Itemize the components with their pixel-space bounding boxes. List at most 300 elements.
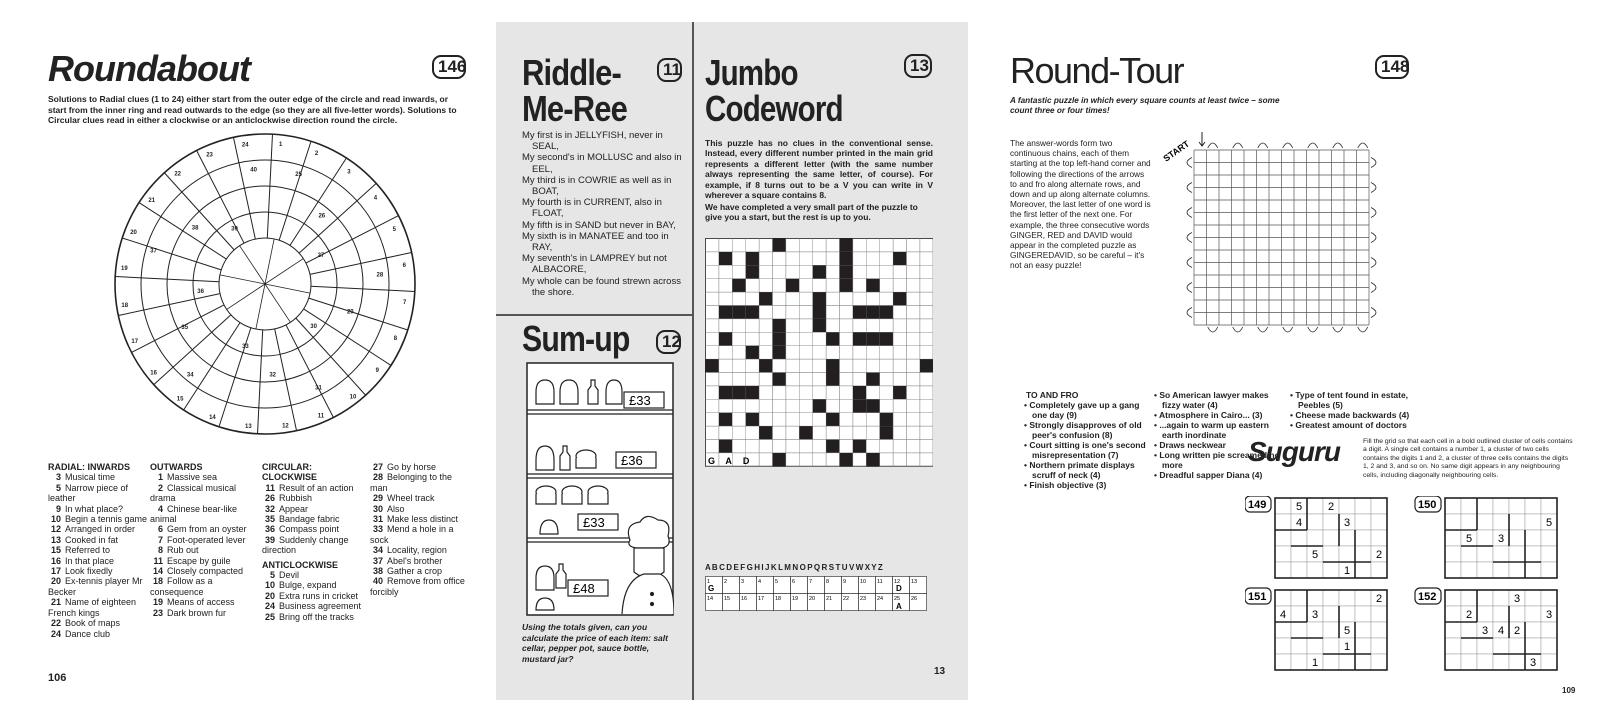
circle-number: 13 bbox=[245, 423, 252, 430]
roundabout-grid bbox=[100, 130, 430, 442]
suguru-cell bbox=[1307, 498, 1323, 514]
clue-text: Chinese bear-like animal bbox=[150, 503, 238, 525]
suguru-cell bbox=[1355, 622, 1371, 638]
suguru-cell bbox=[1493, 606, 1509, 622]
clue-text: Massive sea bbox=[167, 472, 218, 483]
roundtour-number: 148 bbox=[1375, 55, 1409, 79]
key-number: 5 bbox=[775, 579, 779, 585]
suguru-cell bbox=[1445, 638, 1461, 654]
key-number: 1 bbox=[707, 579, 711, 585]
suguru-cell bbox=[1371, 622, 1387, 638]
clue-text: Dark brown fur bbox=[167, 607, 227, 618]
suguru-cell bbox=[1339, 590, 1355, 606]
suguru-cell bbox=[1525, 514, 1541, 530]
suguru-cell bbox=[1477, 606, 1493, 622]
black-square bbox=[866, 373, 879, 386]
suguru-cell bbox=[1291, 562, 1307, 578]
clue-text: Ex-tennis player Mr Becker bbox=[48, 576, 143, 597]
bullet-icon: • bbox=[1290, 410, 1296, 420]
clue bbox=[48, 524, 148, 534]
clue-number: 19 bbox=[152, 597, 163, 608]
circle-number: 14 bbox=[209, 414, 216, 421]
panel-divider-vertical bbox=[692, 22, 694, 700]
price-2: £36 bbox=[621, 453, 643, 468]
clue-text: Classical musical drama bbox=[150, 482, 237, 504]
circle-number: 12 bbox=[282, 423, 289, 430]
clue bbox=[262, 570, 362, 580]
black-square bbox=[893, 386, 906, 399]
riddle-line: My fourth is in CURRENT, also in FLOAT, bbox=[522, 197, 662, 220]
suguru-cell bbox=[1307, 530, 1323, 546]
suguru-cell bbox=[1493, 590, 1509, 606]
suguru-cell bbox=[1493, 514, 1509, 530]
turn-arrow-icon bbox=[1358, 327, 1368, 332]
clue bbox=[370, 504, 470, 514]
turn-arrow-icon bbox=[1258, 327, 1268, 332]
suguru-cell bbox=[1355, 590, 1371, 606]
suguru-cell bbox=[1509, 514, 1525, 530]
clue-text: ...again to warm up eastern earth inordinate bbox=[1159, 420, 1269, 440]
clue-text: Follow as a consequence bbox=[150, 576, 213, 597]
suguru-cell bbox=[1355, 498, 1371, 514]
black-square bbox=[853, 306, 866, 319]
clue-text: Abel's brother bbox=[387, 555, 443, 566]
suguru-cell bbox=[1461, 514, 1477, 530]
circle-number: 31 bbox=[315, 385, 322, 392]
suguru-cell bbox=[1493, 562, 1509, 578]
suguru-cell bbox=[1525, 606, 1541, 622]
key-number: 19 bbox=[792, 596, 799, 602]
circular-clues bbox=[262, 462, 362, 622]
turn-arrow-icon bbox=[1283, 143, 1293, 148]
clue-number: 23 bbox=[152, 607, 163, 618]
turn-arrow-icon bbox=[1371, 308, 1376, 318]
clue-number: 21 bbox=[50, 597, 61, 608]
clue-text: Result of an action bbox=[279, 482, 354, 493]
clue-number: 4 bbox=[157, 503, 163, 514]
clue-number: 30 bbox=[372, 503, 383, 514]
clue-item bbox=[1022, 480, 1152, 490]
suguru-cell bbox=[1509, 498, 1525, 514]
black-square bbox=[719, 386, 732, 399]
given-digit: 5 bbox=[1466, 533, 1473, 545]
suguru-cell bbox=[1477, 530, 1493, 546]
start-arrow-icon bbox=[1199, 132, 1205, 146]
circle-number: 20 bbox=[130, 230, 137, 237]
suguru-cell bbox=[1323, 530, 1339, 546]
clue bbox=[48, 597, 148, 618]
turn-arrow-icon bbox=[1371, 258, 1376, 268]
suguru-cell bbox=[1275, 654, 1291, 670]
circle-number: 4 bbox=[373, 195, 378, 202]
circle-number: 3 bbox=[347, 169, 351, 176]
suguru-cell bbox=[1445, 562, 1461, 578]
codeword-page-number: 13 bbox=[934, 666, 946, 677]
clue-text: Locality, region bbox=[387, 545, 447, 556]
given-digit: 5 bbox=[1344, 625, 1351, 637]
turn-arrow-icon bbox=[1371, 208, 1376, 218]
clue-number: 34 bbox=[372, 545, 383, 556]
suguru-grids bbox=[1245, 496, 1595, 681]
to-and-fro-heading: TO AND FRO bbox=[1026, 390, 1079, 400]
suguru-cell bbox=[1541, 546, 1557, 562]
clue-text: Remove from office forcibly bbox=[370, 576, 465, 597]
suguru-cell bbox=[1493, 498, 1509, 514]
black-square bbox=[826, 413, 839, 426]
suguru-cell bbox=[1477, 514, 1493, 530]
suguru-cell bbox=[1477, 638, 1493, 654]
clue-number: 5 bbox=[269, 570, 275, 581]
turn-arrow-icon bbox=[1187, 183, 1192, 193]
clue-text: Long written pie screamed no more bbox=[1159, 450, 1280, 470]
black-square bbox=[719, 332, 732, 345]
given-digit: 2 bbox=[1466, 609, 1473, 621]
suguru-cell bbox=[1461, 546, 1477, 562]
black-square bbox=[759, 292, 772, 305]
given-digit: 1 bbox=[1344, 565, 1351, 577]
roundabout-title: Roundabout bbox=[48, 48, 250, 89]
suguru-cell bbox=[1355, 562, 1371, 578]
sumup-title: Sum-up bbox=[522, 318, 630, 359]
suguru-cell bbox=[1291, 606, 1307, 622]
clue-text: Make less distinct bbox=[387, 514, 459, 525]
suguru-intro: Fill the grid so that each cell in a bold outlined cluster of cells contains a digit. A single cell contains a number 1, a cluster of two cells contains the digits 1 and 2, a cluster of three cells contains the digits 1, 2 and 3, and so on. No same digit appears in any neighbouring cells, including diagonally neighbouring cells. bbox=[1363, 438, 1573, 479]
clue-number: 11 bbox=[265, 482, 275, 493]
codeword-key bbox=[705, 576, 929, 612]
suguru-cell bbox=[1445, 622, 1461, 638]
clue-number: 26 bbox=[264, 493, 275, 504]
suguru-cell bbox=[1477, 498, 1493, 514]
clue-text: Also bbox=[387, 503, 405, 514]
black-square bbox=[840, 239, 853, 252]
circle-number: 15 bbox=[176, 396, 184, 403]
given-digit: 5 bbox=[1312, 549, 1319, 561]
clue-text: Extra runs in cricket bbox=[279, 590, 359, 601]
key-number: 24 bbox=[877, 596, 884, 602]
clue bbox=[262, 535, 362, 556]
turn-arrow-icon bbox=[1187, 308, 1192, 318]
roundtour-col3 bbox=[1288, 390, 1420, 430]
price-4: £48 bbox=[573, 581, 595, 596]
clue bbox=[370, 524, 470, 545]
suguru-cell bbox=[1541, 622, 1557, 638]
key-number: 21 bbox=[826, 596, 833, 602]
bullet-icon: • bbox=[1154, 470, 1160, 480]
given-digit: 4 bbox=[1296, 517, 1303, 529]
turn-arrow-icon bbox=[1233, 327, 1243, 332]
clue bbox=[48, 535, 148, 545]
clue-text: Northern primate displays scruff of neck (4) bbox=[1029, 460, 1135, 480]
given-digit: 3 bbox=[1514, 593, 1521, 605]
sumup-number: 12 bbox=[656, 330, 681, 354]
suguru-cell bbox=[1477, 654, 1493, 670]
turn-arrow-icon bbox=[1233, 143, 1243, 148]
suguru-cell bbox=[1323, 638, 1339, 654]
suguru-cell bbox=[1509, 562, 1525, 578]
turn-arrow-icon bbox=[1308, 327, 1318, 332]
clue-number: 32 bbox=[264, 503, 275, 514]
given-digit: 3 bbox=[1312, 609, 1319, 621]
roundabout-intro: Solutions to Radial clues (1 to 24) either start from the outer edge of the circle and read inwards, or start from the inner ring and read outwards to the edge (so they are all five-letter words). Solutions to Circular clues read in either a clockwise or an anticlockwise direction round the circle. bbox=[48, 94, 457, 125]
circle-number: 8 bbox=[393, 335, 398, 342]
clue-number: 39 bbox=[264, 534, 275, 545]
suguru-cell bbox=[1355, 638, 1371, 654]
clue-item bbox=[1022, 420, 1152, 440]
clue bbox=[370, 556, 470, 566]
key-number: 22 bbox=[843, 596, 850, 602]
clue-text: Court sitting is one's second misrepresentation (7) bbox=[1029, 440, 1146, 460]
roundabout-number: 146 bbox=[432, 55, 466, 79]
riddle-line: My fifth is in SAND but never in BAY, bbox=[522, 219, 676, 231]
clue-text: Mend a hole in a sock bbox=[370, 524, 454, 545]
black-square bbox=[866, 453, 879, 466]
suguru-cell bbox=[1477, 546, 1493, 562]
key-number: 9 bbox=[843, 579, 847, 585]
suguru-cell bbox=[1541, 638, 1557, 654]
riddle-line: My second's in MOLLUSC and also in EEL, bbox=[522, 152, 682, 175]
clue bbox=[150, 483, 254, 504]
key-letter: D bbox=[896, 584, 902, 593]
key-number: 11 bbox=[877, 579, 883, 585]
to-and-fro-clues bbox=[1022, 390, 1152, 490]
bullet-icon: • bbox=[1154, 420, 1160, 430]
puzzle-number: 150 bbox=[1418, 499, 1437, 511]
price-1: £33 bbox=[629, 393, 651, 408]
clue-number: 2 bbox=[157, 482, 163, 493]
clue-number: 40 bbox=[372, 576, 383, 587]
clue-text: Escape by guile bbox=[167, 555, 231, 566]
clue-number: 36 bbox=[264, 524, 275, 535]
clue-text: Book of maps bbox=[65, 618, 121, 629]
bullet-icon: • bbox=[1024, 400, 1030, 410]
suguru-cell bbox=[1477, 562, 1493, 578]
black-square bbox=[719, 440, 732, 453]
circle-number: 39 bbox=[231, 226, 238, 233]
circle-number: 36 bbox=[197, 288, 204, 295]
suguru-cell bbox=[1493, 546, 1509, 562]
black-square bbox=[826, 332, 839, 345]
black-square bbox=[826, 373, 839, 386]
suguru-cell bbox=[1291, 546, 1307, 562]
circle-number: 38 bbox=[191, 225, 199, 232]
clue-text: Referred to bbox=[65, 545, 111, 556]
black-square bbox=[732, 386, 745, 399]
clue-number: 28 bbox=[372, 472, 383, 483]
clue bbox=[150, 524, 254, 534]
turn-arrow-icon bbox=[1187, 283, 1192, 293]
given-digit: 3 bbox=[1498, 533, 1505, 545]
black-square bbox=[799, 426, 812, 439]
suguru-cell bbox=[1275, 498, 1291, 514]
clue-number: 18 bbox=[152, 576, 163, 587]
suguru-cell bbox=[1461, 590, 1477, 606]
black-square bbox=[840, 252, 853, 265]
circle-number: 27 bbox=[317, 253, 325, 260]
clue-number: 27 bbox=[372, 462, 383, 472]
suguru-cell bbox=[1445, 546, 1461, 562]
suguru-cell bbox=[1371, 498, 1387, 514]
left-page-number: 106 bbox=[48, 672, 67, 684]
suguru-title: Suguru bbox=[1248, 436, 1340, 467]
suguru-cell bbox=[1461, 498, 1477, 514]
suguru-cell bbox=[1525, 590, 1541, 606]
given-digit: 3 bbox=[1344, 517, 1351, 529]
black-square bbox=[853, 332, 866, 345]
clue-number: 8 bbox=[157, 545, 163, 556]
circle-number: 6 bbox=[402, 262, 406, 269]
suguru-cell bbox=[1275, 530, 1291, 546]
clue-text: Devil bbox=[279, 570, 300, 581]
circle-number: 29 bbox=[346, 309, 354, 316]
black-square bbox=[893, 292, 906, 305]
clue-number: 25 bbox=[264, 611, 275, 622]
clue-text: Greatest amount of doctors bbox=[1295, 420, 1407, 430]
suguru-cell bbox=[1371, 606, 1387, 622]
black-square bbox=[880, 413, 893, 426]
circle-number: 21 bbox=[148, 197, 156, 204]
suguru-cell bbox=[1307, 638, 1323, 654]
suguru-cell bbox=[1291, 530, 1307, 546]
suguru-cell bbox=[1355, 546, 1371, 562]
circle-number: 34 bbox=[186, 372, 194, 379]
circle-number: 33 bbox=[242, 344, 249, 351]
clue bbox=[150, 472, 254, 482]
clue-number: 10 bbox=[264, 580, 275, 591]
black-square bbox=[840, 279, 853, 292]
clue-number: 20 bbox=[264, 590, 275, 601]
clue bbox=[370, 566, 470, 576]
black-square bbox=[773, 373, 786, 386]
clue bbox=[370, 472, 470, 493]
clue-number: 15 bbox=[50, 545, 61, 556]
black-square bbox=[880, 306, 893, 319]
key-number: 16 bbox=[741, 596, 748, 602]
clue-item bbox=[1288, 410, 1420, 420]
bullet-icon: • bbox=[1154, 410, 1160, 420]
key-number: 26 bbox=[911, 596, 918, 602]
clue bbox=[48, 514, 148, 524]
key-letter: A bbox=[896, 602, 902, 611]
given-digit: 3 bbox=[1530, 657, 1537, 669]
clue-text: Go by horse bbox=[387, 462, 437, 472]
black-square bbox=[719, 413, 732, 426]
suguru-cell bbox=[1291, 590, 1307, 606]
clue-text: Dreadful sapper Diana (4) bbox=[1159, 470, 1263, 480]
codeword-grid bbox=[705, 238, 933, 554]
sumup-illustration bbox=[526, 362, 674, 616]
riddle-text bbox=[522, 130, 682, 298]
clue-text: Gather a crop bbox=[387, 566, 443, 577]
suguru-cell bbox=[1371, 654, 1387, 670]
given-digit: 2 bbox=[1376, 593, 1383, 605]
suguru-cell bbox=[1445, 590, 1461, 606]
turn-arrow-icon bbox=[1187, 258, 1192, 268]
clue-number: 10 bbox=[50, 514, 61, 525]
circle-number: 11 bbox=[317, 413, 325, 420]
suguru-cell bbox=[1509, 638, 1525, 654]
suguru-cell bbox=[1371, 638, 1387, 654]
black-square bbox=[706, 359, 719, 372]
black-square bbox=[732, 279, 745, 292]
key-number: 20 bbox=[809, 596, 816, 602]
start-label: START bbox=[1161, 138, 1192, 164]
black-square bbox=[840, 265, 853, 278]
clue-text: Musical time bbox=[65, 472, 116, 483]
suguru-cell bbox=[1323, 546, 1339, 562]
clue-number: 33 bbox=[372, 524, 383, 535]
clue-item bbox=[1152, 390, 1286, 410]
suguru-cell bbox=[1371, 514, 1387, 530]
black-square bbox=[746, 413, 759, 426]
clue bbox=[370, 545, 470, 555]
circle-number: 30 bbox=[310, 323, 317, 330]
key-number: 6 bbox=[792, 579, 796, 585]
codeword-number: 13 bbox=[904, 54, 932, 78]
clue-text: Cheese made backwards (4) bbox=[1295, 410, 1410, 420]
suguru-cell bbox=[1525, 638, 1541, 654]
circle-number: 17 bbox=[131, 338, 139, 345]
clue-text: Bulge, expand bbox=[279, 580, 337, 591]
given-digit: 4 bbox=[1498, 625, 1505, 637]
suguru-cell bbox=[1323, 606, 1339, 622]
suguru-cell bbox=[1307, 622, 1323, 638]
key-number: 4 bbox=[758, 579, 762, 585]
suguru-cell bbox=[1323, 622, 1339, 638]
clue bbox=[262, 591, 362, 601]
circle-number: 23 bbox=[206, 152, 213, 159]
given-digit: 2 bbox=[1328, 501, 1335, 513]
suguru-cell bbox=[1541, 530, 1557, 546]
clue-number: 9 bbox=[55, 503, 61, 514]
given-digit: 3 bbox=[1482, 625, 1489, 637]
suguru-cell bbox=[1509, 606, 1525, 622]
suguru-cell bbox=[1275, 638, 1291, 654]
radial-inwards-clues bbox=[48, 462, 148, 639]
riddle-number: 11 bbox=[657, 58, 682, 82]
price-3: £33 bbox=[583, 515, 605, 530]
clue bbox=[262, 601, 362, 611]
given-digit: 2 bbox=[1514, 625, 1521, 637]
clue-text: Means of access bbox=[167, 597, 235, 608]
clue-number: 35 bbox=[264, 514, 275, 525]
clue-text: Rub out bbox=[167, 545, 199, 556]
clue-text: Business agreement bbox=[279, 601, 362, 612]
suguru-cell bbox=[1307, 514, 1323, 530]
outwards-heading: OUTWARDS bbox=[150, 462, 203, 472]
suguru-cell bbox=[1525, 530, 1541, 546]
bullet-icon: • bbox=[1290, 420, 1296, 430]
bullet-icon: • bbox=[1024, 440, 1030, 450]
clue bbox=[48, 483, 148, 504]
clue bbox=[150, 597, 254, 607]
clue-number: 16 bbox=[50, 555, 61, 566]
solved-letter: D bbox=[742, 455, 750, 466]
clue-number: 31 bbox=[372, 514, 383, 525]
black-square bbox=[773, 319, 786, 332]
clue-text: Belonging to the man bbox=[370, 472, 453, 493]
black-square bbox=[746, 346, 759, 359]
given-digit: 5 bbox=[1546, 517, 1553, 529]
clue bbox=[262, 580, 362, 590]
clue bbox=[262, 504, 362, 514]
clue-text: Bring off the tracks bbox=[279, 611, 354, 622]
turn-arrow-icon bbox=[1187, 208, 1192, 218]
suguru-cell bbox=[1355, 606, 1371, 622]
black-square bbox=[893, 252, 906, 265]
suguru-cell bbox=[1461, 562, 1477, 578]
black-square bbox=[786, 279, 799, 292]
circle-number: 37 bbox=[150, 248, 157, 255]
